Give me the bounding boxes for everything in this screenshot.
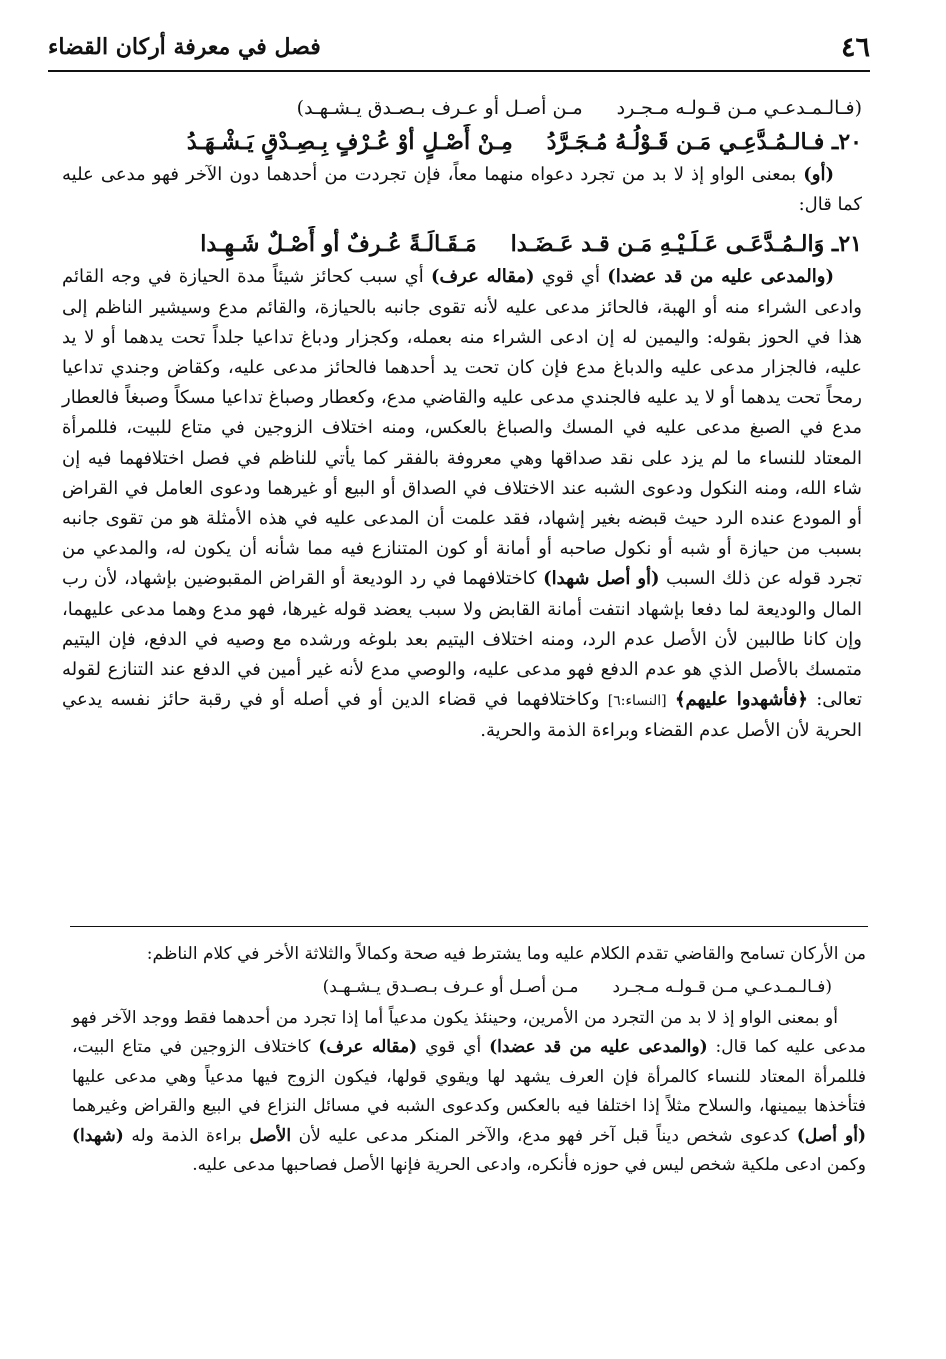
quran-reference: [النساء:٦] bbox=[607, 693, 667, 710]
verse-21 bbox=[62, 226, 862, 262]
lemma: (شهدا) bbox=[72, 1125, 124, 1146]
verse-hemistich-second: مـن أصـل أو عـرف بـصـدق يـشـهـد) bbox=[296, 97, 583, 119]
verse-hemistich-second: مِـنْ أَصْـلٍ أوْ عُـرْفٍ بِـصِـدْقٍ يَـشْـهَـدُ bbox=[186, 129, 513, 155]
running-title: فصل في معرفة أركان القضاء bbox=[48, 34, 321, 60]
quran-quote: ﴿فأشهدوا عليهم﴾ bbox=[674, 689, 808, 711]
footnote-text: وكمن ادعى ملكية شخص ليس في حوزه فأنكره، وادعى الحرية فإنها الأصل فصاحبها مدعى عليه. bbox=[192, 1155, 866, 1175]
lemma: (أو أصل) bbox=[796, 1125, 866, 1146]
footnote-text: كاختلاف الزوجين في متاع البيت، فللمرأة المعتاد للنساء كالمرأة فإن العرف يشهد لها ويقوي قولها، فيكون الزوج فيها مدعياً وهي مدعى عليها فتأخذها بيمينها، والسلاح مثلاً إذا اختلفا فيه بالعكس وكدعوى الشبه في مسائل النزاع في البيع والقراض وغيرهما bbox=[72, 1037, 866, 1116]
page-number: ٤٦ bbox=[840, 32, 870, 63]
lemma: الأصل bbox=[249, 1125, 292, 1146]
verse-hemistich-first: (فـالـمـدعـي مـن قـولـه مـجـرد bbox=[616, 97, 862, 119]
verse-number: ٢١ـ bbox=[831, 231, 862, 258]
footnote-text: براءة الذمة وله bbox=[131, 1125, 242, 1146]
page-header bbox=[48, 28, 870, 72]
lemma: (أو أصل شهدا) bbox=[543, 568, 660, 590]
footnote-divider bbox=[70, 926, 868, 927]
verse-hemistich-second: مـن أصـل أو عـرف بـصـدق يـشـهـد) bbox=[322, 976, 579, 997]
commentary-text: وكاختلافهما في قضاء الدين أو في أصله أو في رقبة حائز نفسه يدعي الحرية لأن الأصل عدم القضاء وبراءة الذمة والحرية. bbox=[62, 689, 862, 742]
footnote-text: أو بمعنى الواو إذ لا بد من التجرد من الأمرين، وحينئذ يكون مدعياً أما إذا تجرد من أحدهما فقط ووجد الآخر فهو مدعى عليه كما قال: bbox=[72, 1007, 867, 1057]
lemma: (والمدعى عليه من قد عضدا) bbox=[607, 266, 835, 288]
verse-20 bbox=[62, 124, 862, 160]
main-text bbox=[62, 92, 862, 747]
verse-quote bbox=[62, 92, 862, 124]
verse-hemistich-first: (فـالـمـدعـي مـن قـولـه مـجـرد bbox=[612, 976, 832, 997]
verse-hemistich-second: مَـقَـالَـةً عُـرفٌ أو أَصْـلٌ شَـهِـدا bbox=[200, 231, 477, 258]
footnote-paragraph bbox=[72, 1004, 866, 1181]
commentary-text: كاختلافهما في رد الوديعة أو القراض المقبوضين بإشهاد، لأن رب المال والوديعة لما دفعا بإشهاد انتفت أمانة القابض ولا سبب يعضد قوله غيرها، فهو مدع وهما مدعى عليهما، وإن كانا طالبين لأن الأصل عدم الرد، ومنه اختلاف اليتيم بعد بلوغه ورشده مع وصيه في الدفع، فإن اليتيم متمسك بالأصل الذي هو عدم الدفع فهو مدعى عليه، والوصي مدع لأنه غير أمين في الدفع عند التنازع لقوله تعالى: bbox=[62, 568, 863, 711]
footnote-verse bbox=[72, 970, 866, 1004]
footnote-text: كدعوى شخص ديناً قبل آخر فهو مدع، والآخر المنكر مدعى عليه لأن bbox=[298, 1125, 790, 1146]
footnote-paragraph: من الأركان تسامح والقاضي تقدم الكلام عليه وما يشترط فيه صحة وكمالاً والثلاثة الأخر في كلام الناظم: bbox=[146, 944, 866, 964]
commentary-text: أي قوي bbox=[541, 266, 600, 288]
commentary-text: أي سبب كحائز شيئاً مدة الحيازة في وجه القائم وادعى الشراء منه أو الهبة، فالحائز مدعى عليه لأنه تقوى جانبه بالحيازة، والقائم مدع وسيشير الناظم إلى هذا في الحوز بقوله: واليمين له إن ادعى الشراء منه بعمله، وكجزار ودباغ تداعيا جلداً تحت يدهما أو لا يد عليه، فالجزار مدعى عليه والدباغ مدع فإن كان تحت يد أحدهما فالحائز مدعى عليه، وكقاض وجندي تداعيا رمحاً تحت يدهما أو لا يد عليه فالجندي مدعى عليه والقاضي مدع، وكعطار وصباغ تداعيا مسكاً وصبغاً فالعطار مدع في الصبغ مدعى عليه في المسك والصباغ بالعكس، ومنه اختلاف الزوجين في متاع للبيت، فللمرأة المعتاد للنساء ما لم يزد على نقد صداقها وهي معروفة بالفقر كما يأتي للناظم في فصل اختلافهما فيه إن شاء الله، ومنه النكول ودعوى الشبه عند الاختلاف في الصداق أو البيع أو غيرهما ودعوى العامل في القراض أو المودع عنده الرد حيث قبضه بغير إشهاد، فقد علمت أن المدعى عليه في هذه الأمثلة هو من تقوى جانبه بسبب من حيازة أو شبه أو نكول صاحبه أو أمانة أو كون المتنازع فيه مما شأنه أن يكون له، والمدعي من تجرد قوله عن ذلك السبب bbox=[62, 266, 862, 590]
lemma: (مقاله عرف) bbox=[431, 266, 535, 288]
footnote-text: أي قوي bbox=[425, 1037, 482, 1057]
verse-hemistich-first: وَالـمُـدَّعَـى عَـلَـيْـهِ مَـن قـد عَـضَـدا bbox=[510, 231, 825, 258]
commentary-paragraph bbox=[62, 160, 862, 220]
lemma: (مقاله عرف) bbox=[318, 1037, 418, 1057]
commentary-paragraph bbox=[62, 262, 862, 746]
footnote-section bbox=[72, 940, 866, 1181]
lemma: (والمدعى عليه من قد عضدا) bbox=[489, 1037, 708, 1057]
verse-number: ٢٠ـ bbox=[831, 129, 862, 155]
lemma: (أو) bbox=[803, 164, 834, 185]
verse-hemistich-first: فـالـمُـدَّعِـي مَـن قَـوْلُـهُ مُـجَـرَّدُ bbox=[546, 129, 825, 155]
commentary-text: بمعنى الواو إذ لا بد من تجرد دعواه منهما معاً، فإن تجردت من أحدهما دون الآخر فهو مدعى عليه كما قال: bbox=[62, 164, 862, 216]
